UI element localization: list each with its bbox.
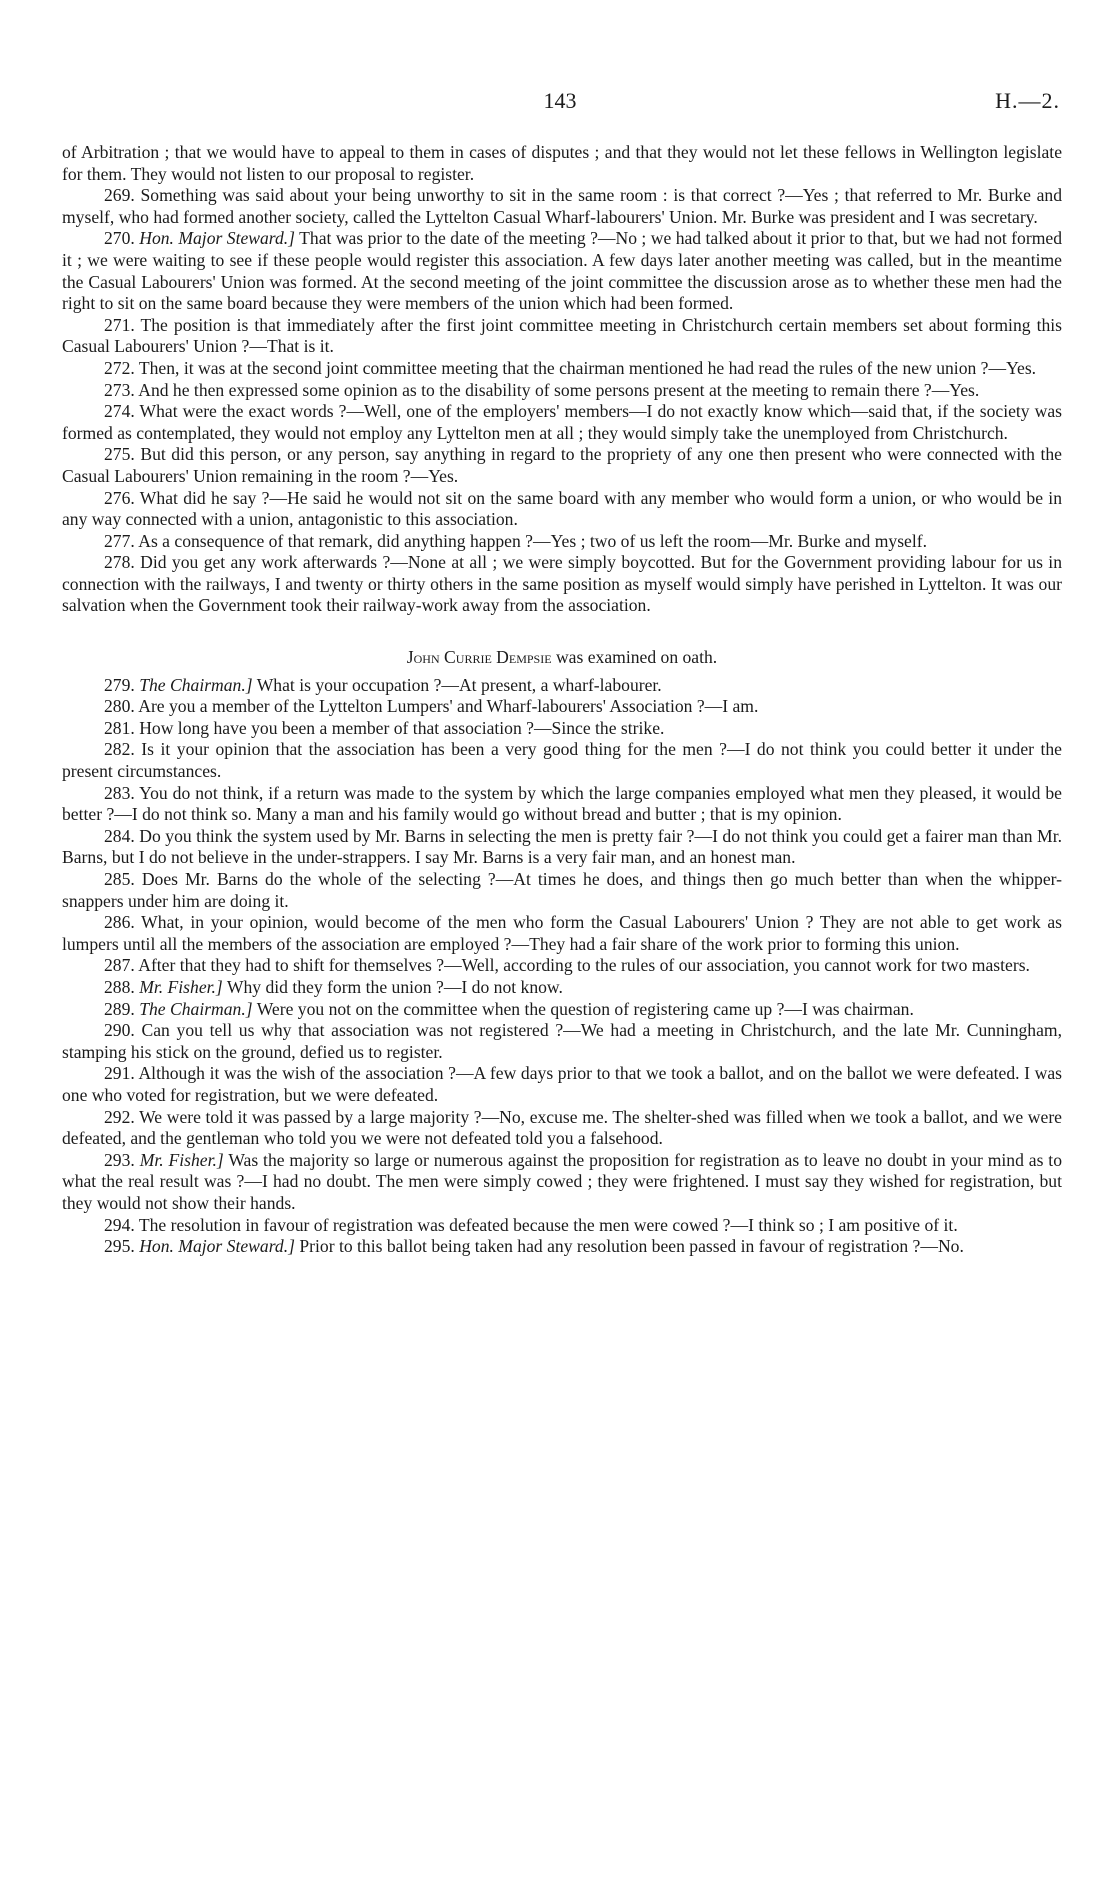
paragraph-text: Prior to this ballot being taken had any resolution been passed in favour of registration ?—No. <box>299 1236 964 1257</box>
paragraph-text: We were told it was passed by a large majority ?—No, excuse me. The shelter-shed was filled when we took a ballot, and we were defeated, and the gentleman who told you we were not defeated told you a falsehood. <box>62 1106 1062 1149</box>
question-paragraph <box>62 696 1062 718</box>
question-number: 280. <box>104 696 135 717</box>
question-paragraph <box>62 675 1062 697</box>
paragraph-text: What is your occupation ?—At present, a wharf-labourer. <box>256 674 662 695</box>
question-paragraph <box>62 315 1062 358</box>
speaker-name: Hon. Major Steward.] <box>139 228 296 249</box>
question-number: 287. <box>104 955 135 976</box>
document-reference: H.—2. <box>995 88 1060 113</box>
question-paragraph <box>62 1107 1062 1150</box>
question-paragraph <box>62 401 1062 444</box>
paragraph-text: Were you not on the committee when the question of registering came up ?—I was chairman. <box>256 998 914 1019</box>
paragraph-text: of Arbitration ; that we would have to appeal to them in cases of disputes ; and that they would not let these fellows in Wellington legislate for them. They would not listen to our proposal to register. <box>62 142 1062 184</box>
question-number: 290. <box>104 1020 135 1041</box>
question-number: 278. <box>104 552 135 573</box>
paragraph-text: Although it was the wish of the association ?—A few days prior to that we took a ballot, and on the ballot we were defeated. I was one who voted for registration, but we were defeated. <box>62 1063 1062 1105</box>
question-number: 285. <box>104 869 135 889</box>
speaker-name: Mr. Fisher.] <box>139 976 223 997</box>
question-number: 286. <box>104 912 135 933</box>
paragraph-text: What did he say ?—He said he would not sit on the same board with any member who would form a union, or who would be in any way connected with a union, antagonistic to this association. <box>62 487 1062 530</box>
paragraph-text: The resolution in favour of registration was defeated because the men were cowed ?—I think so ; I am positive of it. <box>138 1214 958 1235</box>
paragraph-text: Are you a member of the Lyttelton Lumpers' and Wharf-labourers' Association ?—I am. <box>138 696 759 717</box>
question-number: 277. <box>104 530 135 551</box>
paragraph-text: You do not think, if a return was made to the system by which the large companies employed what men they pleased, it would be better ?—I do not think so. Many a man and his family would go without bread and butter ; that is my opinion. <box>62 782 1062 825</box>
question-paragraph <box>62 1063 1062 1106</box>
question-number: 283. <box>104 782 135 803</box>
question-paragraph <box>62 1150 1062 1215</box>
question-number: 275. <box>104 444 135 465</box>
paragraph-text: Do you think the system used by Mr. Barns in selecting the men is pretty fair ?—I do not think you could get a fairer man than Mr. Barns, but I do not believe in the under-strappers. I say Mr. Barns is a very fair man, and an honest man. <box>62 825 1062 868</box>
question-number: 273. <box>104 379 135 400</box>
question-number: 284. <box>104 825 135 846</box>
paragraph-text: After that they had to shift for themselves ?—Well, according to the rules of our association, you cannot work for two masters. <box>138 955 1030 976</box>
paragraph-text: What, in your opinion, would become of the men who form the Casual Labourers' Union ? They are not able to get work as lumpers until all the members of the association are employed ?—They had a fair share of the work prior to forming this union. <box>62 912 1062 954</box>
witness-heading <box>62 647 1062 669</box>
question-number: 292. <box>104 1106 135 1127</box>
question-paragraph <box>62 1020 1062 1063</box>
question-paragraph <box>62 977 1062 999</box>
question-paragraph <box>62 718 1062 740</box>
paragraph-text: As a consequence of that remark, did anything happen ?—Yes ; two of us left the room—Mr. Burke and myself. <box>138 530 928 551</box>
question-paragraph <box>62 999 1062 1021</box>
question-paragraph <box>62 739 1062 782</box>
question-paragraph <box>62 185 1062 228</box>
witness-name: John Currie Dempsie <box>406 647 552 668</box>
question-paragraph <box>62 783 1062 826</box>
question-paragraph <box>62 1215 1062 1237</box>
page-number: 143 <box>543 88 577 113</box>
question-number: 276. <box>104 487 135 508</box>
question-number: 294. <box>104 1214 135 1235</box>
question-paragraph <box>62 826 1062 869</box>
question-paragraph <box>62 228 1062 314</box>
question-number: 279. <box>104 674 135 695</box>
question-number: 274. <box>104 401 135 422</box>
paragraph-text: But did this person, or any person, say anything in regard to the propriety of any one then present who were connected with the Casual Labourers' Union remaining in the room ?—Yes. <box>62 444 1062 486</box>
question-paragraph <box>62 955 1062 977</box>
speaker-name: The Chairman.] <box>139 998 253 1019</box>
question-paragraph <box>62 912 1062 955</box>
page-content <box>62 142 1062 1258</box>
question-paragraph <box>62 142 1062 185</box>
paragraph-text: What were the exact words ?—Well, one of the employers' members—I do not exactly know which—said that, if the society was formed as contemplated, they would not employ any Lyttelton men at all ; they would simply take the unemployed from Christchurch. <box>62 401 1062 443</box>
speaker-name: Hon. Major Steward.] <box>139 1236 295 1257</box>
question-number: 271. <box>104 314 135 335</box>
paragraph-text: That was prior to the date of the meeting ?—No ; we had talked about it prior to that, but we had not formed it ; we were waiting to see if these people would register this association. A few days later another meeting was called, but in the meantime the Casual Labourers' Union was formed. At the second meeting of the joint committee the discussion arose as to whether these men had the right to sit on the same board because they were members of the union which had been formed. <box>62 228 1062 314</box>
paragraph-text: Does Mr. Barns do the whole of the selecting ?—At times he does, and things then go much better than when the whipper-snappers under him are doing it. <box>62 869 1062 911</box>
question-paragraph <box>62 1236 1062 1258</box>
paragraph-text: Did you get any work afterwards ?—None at all ; we were simply boycotted. But for the Government providing labour for us in connection with the railways, I and twenty or thirty others in the same position as myself would simply have perished in Lyttelton. It was our salvation when the Government took their railway-work away from the association. <box>62 552 1062 616</box>
question-paragraph <box>62 358 1062 380</box>
witness-text: was examined on oath. <box>555 647 718 668</box>
question-number: 270. <box>104 228 135 249</box>
paragraph-text: Was the majority so large or numerous against the proposition for registration as to leave no doubt in your mind as to what the real result was ?—I had no doubt. The men were simply cowed ; they were frightened. I must say they wished for registration, but they would not show their hands. <box>62 1149 1062 1213</box>
question-paragraph <box>62 552 1062 617</box>
paragraph-text: The position is that immediately after the first joint committee meeting in Christchurch certain members set about forming this Casual Labourers' Union ?—That is it. <box>62 314 1062 357</box>
question-number: 295. <box>104 1236 135 1257</box>
question-paragraph <box>62 531 1062 553</box>
question-paragraph <box>62 488 1062 531</box>
question-number: 282. <box>104 739 135 760</box>
question-number: 281. <box>104 717 135 738</box>
page-header <box>60 88 1060 118</box>
paragraph-text: Can you tell us why that association was not registered ?—We had a meeting in Christchurch, and the late Mr. Cunningham, stamping his stick on the ground, defied us to register. <box>62 1020 1063 1062</box>
question-number: 288. <box>104 976 135 997</box>
question-paragraph <box>62 380 1062 402</box>
speaker-name: The Chairman.] <box>139 674 253 695</box>
paragraph-text: Then, it was at the second joint committee meeting that the chairman mentioned he had read the rules of the new union ?—Yes. <box>138 357 1037 378</box>
question-number: 272. <box>104 357 135 378</box>
paragraph-text: Why did they form the union ?—I do not know. <box>226 976 563 997</box>
question-number: 291. <box>104 1063 135 1084</box>
paragraph-text: And he then expressed some opinion as to the disability of some persons present at the meeting to remain there ?—Yes. <box>138 379 980 400</box>
paragraph-text: Is it your opinion that the association has been a very good thing for the men ?—I do not think you could better it under the present circumstances. <box>62 739 1062 782</box>
speaker-name: Mr. Fisher.] <box>139 1149 224 1170</box>
question-number: 269. <box>104 185 135 206</box>
paragraph-text: Something was said about your being unworthy to sit in the same room : is that correct ?—Yes ; that referred to Mr. Burke and myself, who had formed another society, called the Lyttelton Casual Wharf-labourers' Union. Mr. Burke was president and I was secretary. <box>62 185 1062 227</box>
question-paragraph <box>62 444 1062 487</box>
question-paragraph <box>62 869 1062 912</box>
paragraph-text: How long have you been a member of that association ?—Since the strike. <box>139 717 665 738</box>
question-number: 293. <box>104 1149 135 1170</box>
question-number: 289. <box>104 998 135 1019</box>
